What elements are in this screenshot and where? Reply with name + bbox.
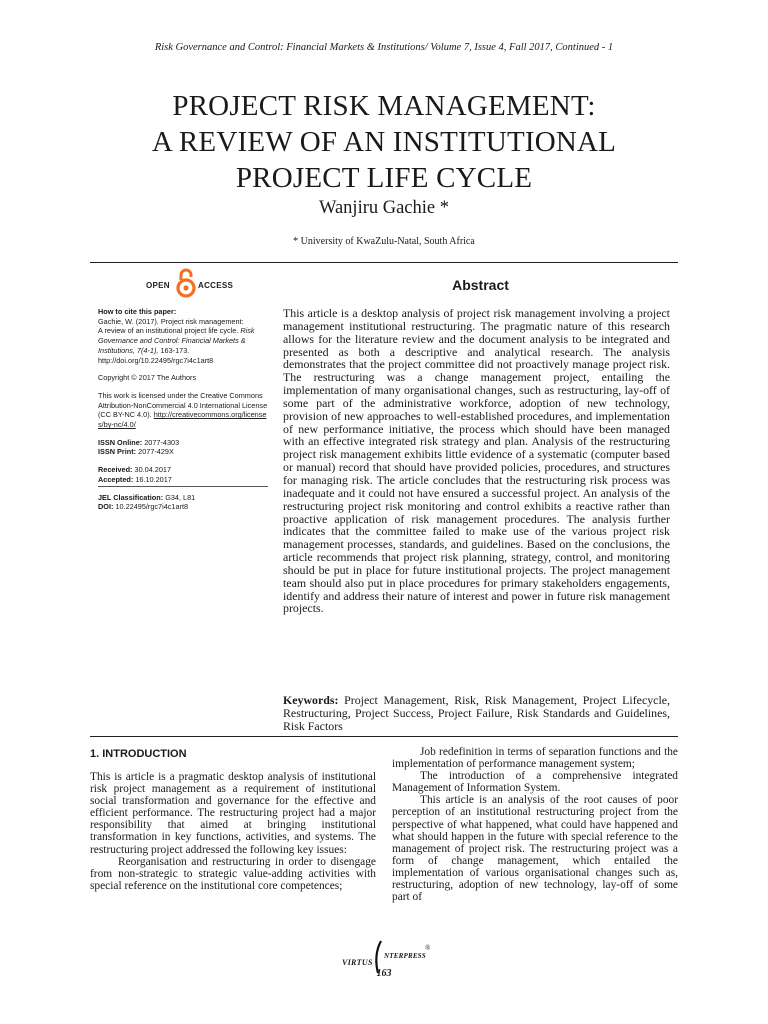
paragraph: This is article is a pragmatic desktop analysis of institutional risk project management as a requirement of institutional social transformation and governance for the effective and efficient performance. The restructuring project had a major responsibility that aimed at bringing institutional transformation in key functions, activities, and systems. The restructuring project addressed the following key issues:	[90, 771, 376, 856]
copyright: Copyright © 2017 The Authors	[98, 373, 197, 383]
accepted-label: Accepted:	[98, 474, 134, 484]
issn-online-label: ISSN Online:	[98, 437, 143, 447]
jel-value: G34, L81	[165, 492, 196, 502]
issn-online-value: 2077-4303	[144, 437, 180, 447]
registered-mark: ®	[425, 944, 431, 952]
title-line-1: PROJECT RISK MANAGEMENT:	[172, 90, 596, 122]
header-divider	[90, 262, 678, 263]
issn-block	[98, 438, 270, 457]
how-to-cite-label: How to cite this paper:	[98, 307, 177, 316]
cite-text-1: Gachie, W. (2017). Project risk management:	[98, 316, 244, 326]
keywords	[283, 694, 670, 733]
running-head: Risk Governance and Control: Financial Markets & Institutions/ Volume 7, Issue 4, Fall 2017, Continued - 1	[154, 42, 614, 53]
jel-label: JEL Classification:	[98, 492, 164, 502]
paragraph: Job redefinition in terms of separation functions and the implementation of performance management system;	[392, 746, 678, 771]
license-link[interactable]: http://creativecommons.org/licenses/by-nc/4.0/	[98, 410, 267, 430]
open-access-word-open: OPEN	[146, 281, 170, 290]
abstract-heading: Abstract	[452, 277, 509, 293]
title-line-3: PROJECT LIFE CYCLE	[235, 162, 533, 194]
citation-sidebar	[98, 307, 270, 520]
paragraph: The introduction of a comprehensive integrated Management of Information System.	[392, 770, 678, 795]
cite-text-2: A review of an institutional project life cycle.	[98, 326, 239, 336]
license-block	[98, 391, 270, 430]
abstract-text: This article is a desktop analysis of project risk management involving a project management institutional restructuring. The pragmatic nature of this research allows for the literature review and the document analysis to be integrated and presented as both a descriptive and analytical research. The analysis demonstrates that the project committee did not proactively manage project risk. The restructuring was a change management project, entailing the implementation of many organisational changes, such as restructuring, lay-off of some part of the administrative workforce, adoption of new technology, provision of new approaches to well-established procedures, and implementation of new performance initiative, the process which should have been managed with an effective integrated risk strategy and plan. Analysis of the restructuring project risk management exhibits little evidence of a systematic (computer based or manual) record that should have provided policies, procedures, and structures for managing risk. The article concludes that the restructuring risk process was inadequate and it could not have ensured a successful project. An analysis of the restructuring project risk monitoring and control exhibits a reactive rather than proactive application of risk management procedures. The analysis further indicates that the committee failed to make use of the various project risk management processes, standards, and guidelines. Based on the conclusions, the article recommends that project risk planning, strategy, control, and monitoring should be put in place for future institutional projects. The project management team should also put in place procedures for primary stakeholders engagements, identify and address their nature of interest and power in future risk management projects.	[283, 306, 670, 616]
open-access-logo	[146, 268, 242, 298]
citation-block	[98, 307, 270, 365]
publisher-name-interpress: NTERPRESS	[384, 952, 426, 960]
license-text: This work is licensed under the Creative Commons Attribution-NonCommercial 4.0 International License (CC BY-NC 4.0).	[98, 390, 268, 420]
issn-print-value: 2077-429X	[138, 447, 174, 457]
open-access-word-access: ACCESS	[198, 281, 234, 290]
cite-journal: Risk Governance and Control: Financial Markets & Institutions, 7(4-1),	[98, 326, 255, 355]
classification-block	[98, 493, 270, 512]
issn-print-label: ISSN Print:	[98, 447, 137, 457]
paragraph: This article is an analysis of the root causes of poor perception of an institutional restructuring project from the perspective of what happened, what could have happened and what should happen in the future with special reference to the management of project risk. The restructuring project was a form of change management, which entailed the implementation of various organisational changes such as, restructuring, adoption of new technology, lay-off of some part of	[392, 794, 678, 904]
keywords-list: Project Management, Risk, Risk Management, Project Lifecycle, Restructuring, Project Success, Project Failure, Risk Standards and Guidelines, Risk Factors	[283, 693, 670, 733]
open-lock-icon	[176, 268, 196, 298]
received-value: 30.04.2017	[134, 465, 172, 475]
cite-pages: 163-173.	[160, 345, 190, 355]
author-affiliation: * University of KwaZulu-Natal, South Africa	[293, 236, 475, 247]
received-label: Received:	[98, 465, 133, 475]
body-column-left	[90, 771, 376, 892]
paragraph: Reorganisation and restructuring in order to disengage from non-strategic to strategic value-adding activities with special reference on the institutional core competences;	[90, 855, 376, 892]
cite-doi-link[interactable]: http://doi.org/10.22495/rgc7i4c1art8	[98, 355, 214, 365]
paper-title	[80, 88, 688, 196]
keywords-label: Keywords:	[283, 693, 339, 707]
section-heading: 1. INTRODUCTION	[90, 748, 187, 760]
accepted-value: 16.10.2017	[135, 474, 172, 484]
doi-value[interactable]: 10.22495/rgc7i4c1art8	[115, 502, 189, 512]
publisher-name-virtus: VIRTUS	[342, 958, 373, 967]
page-number: 163	[376, 968, 392, 979]
body-column-right	[392, 746, 678, 903]
author-name: Wanjiru Gachie *	[318, 198, 449, 218]
doi-label: DOI:	[98, 502, 114, 512]
abstract-divider	[90, 736, 678, 737]
citation-divider	[98, 486, 268, 487]
dates-block	[98, 465, 270, 484]
title-line-2: A REVIEW OF AN INSTITUTIONAL	[151, 126, 617, 158]
